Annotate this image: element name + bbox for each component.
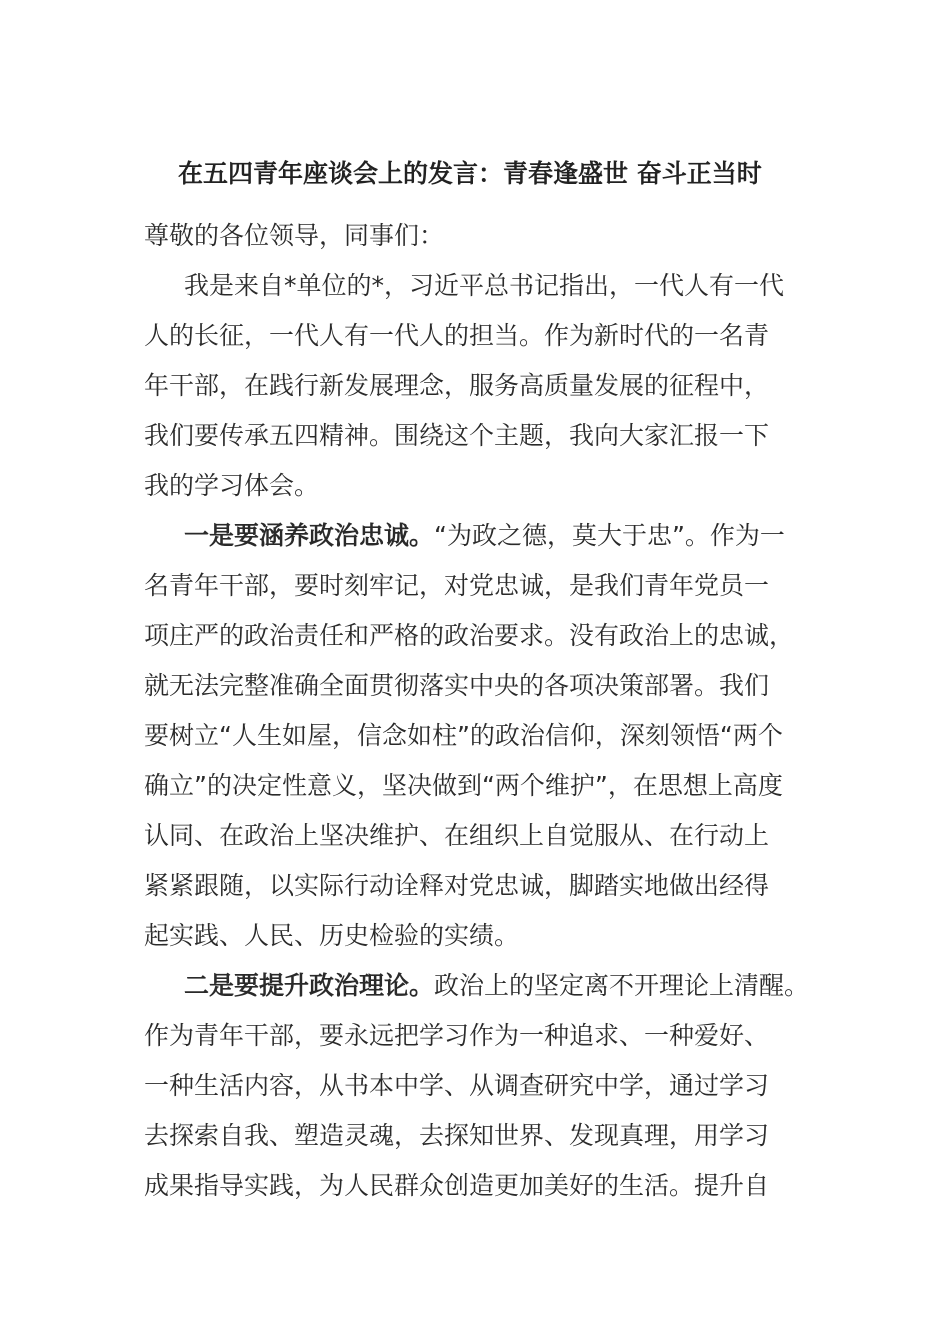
- paragraph-3-line-3: 一种生活内容，从书本中学、从调查研究中学，通过学习: [144, 1071, 770, 1100]
- paragraph-3-heading: 二是要提升政治理论。: [184, 971, 435, 1000]
- salutation: 尊敬的各位领导，同事们：: [144, 221, 445, 250]
- paragraph-3-first-line: [184, 968, 809, 1004]
- document-title: 在五四青年座谈会上的发言：青春逢盛世 奋斗正当时: [178, 159, 762, 188]
- paragraph-1-line-5: 我的学习体会。: [144, 471, 320, 500]
- paragraph-2-line-5: 要树立“人生如屋，信念如柱”的政治信仰，深刻领悟“两个: [144, 721, 783, 750]
- paragraph-2-first-line-text: “为政之德，莫大于忠”。作为一: [434, 521, 785, 550]
- paragraph-2-line-6: 确立”的决定性意义，坚决做到“两个维护”，在思想上高度: [144, 771, 783, 800]
- paragraph-2-line-4: 就无法完整准确全面贯彻落实中央的各项决策部署。我们: [144, 671, 770, 700]
- paragraph-3-line-2: 作为青年干部，要永远把学习作为一种追求、一种爱好、: [144, 1021, 770, 1050]
- paragraph-2-first-line: [184, 518, 785, 554]
- paragraph-3-line-4: 去探索自我、塑造灵魂，去探知世界、发现真理，用学习: [144, 1121, 770, 1150]
- paragraph-2-line-9: 起实践、人民、历史检验的实绩。: [144, 921, 520, 950]
- paragraph-2-line-8: 紧紧跟随，以实际行动诠释对党忠诚，脚踏实地做出经得: [144, 871, 770, 900]
- paragraph-1-line-4: 我们要传承五四精神。围绕这个主题，我向大家汇报一下: [144, 421, 770, 450]
- paragraph-2-line-2: 名青年干部，要时刻牢记，对党忠诚，是我们青年党员一: [144, 571, 770, 600]
- paragraph-2-line-3: 项庄严的政治责任和严格的政治要求。没有政治上的忠诚，: [144, 621, 795, 650]
- paragraph-1-line-3: 年干部，在践行新发展理念，服务高质量发展的征程中，: [144, 371, 770, 400]
- paragraph-3-first-line-text: 政治上的坚定离不开理论上清醒。: [434, 971, 810, 1000]
- paragraph-3-line-5: 成果指导实践，为人民群众创造更加美好的生活。提升自: [144, 1171, 770, 1200]
- paragraph-1-line-2: 人的长征，一代人有一代人的担当。作为新时代的一名青: [144, 321, 770, 350]
- paragraph-1-line-1: 我是来自*单位的*，习近平总书记指出，一代人有一代: [184, 271, 785, 300]
- paragraph-2-heading: 一是要涵养政治忠诚。: [184, 521, 435, 550]
- paragraph-2-line-7: 认同、在政治上坚决维护、在组织上自觉服从、在行动上: [144, 821, 770, 850]
